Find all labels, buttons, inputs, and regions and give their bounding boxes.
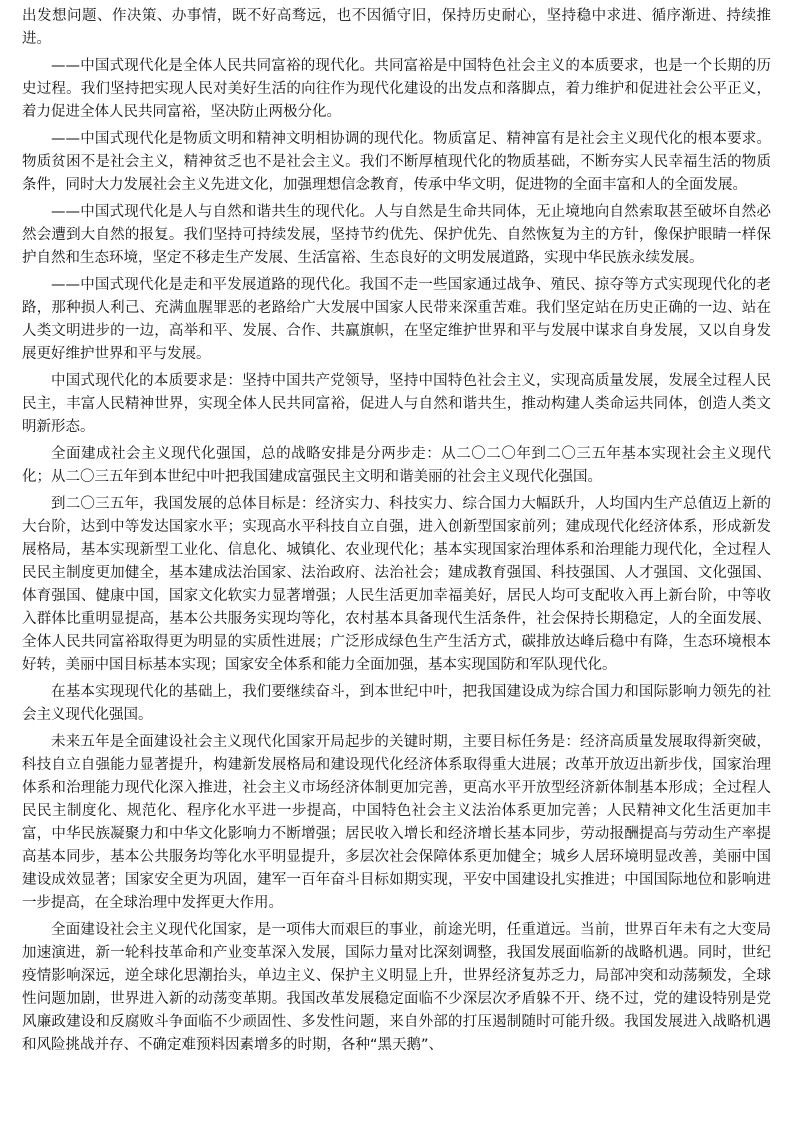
- paragraph-2035-goals: 到二〇三五年，我国发展的总体目标是：经济实力、科技实力、综合国力大幅跃升，人均国内生产总值迈上新的大台阶，达到中等发达国家水平；实现高水平科技自立自强，进入创新型国家前列；建成现代化经济体系，形成新发展格局，基本实现新型工业化、信息化、城镇化、农业现代化；基本实现国家治理体系和治理能力现代化，全过程人民民主制度更加健全，基本建成法治国家、法治政府、法治社会；建成教育强国、科技强国、人才强国、文化强国、体育强国、健康中国，国家文化软实力显著增强；人民生活更加幸福美好，居民人均可支配收入再上新台阶，中等收入群体比重明显提高，基本公共服务实现均等化，农村基本具备现代生活条件，社会保持长期稳定，人的全面发展、全体人民共同富裕取得更为明显的实质性进展；广泛形成绿色生产生活方式，碳排放达峰后稳中有降，生态环境根本好转，美丽中国目标基本实现；国家安全体系和能力全面加强，基本实现国防和军队现代化。: [22, 496, 771, 673]
- paragraph-essential-requirements: 中国式现代化的本质要求是：坚持中国共产党领导，坚持中国特色社会主义，实现高质量发展，发展全过程人民民主，丰富人民精神世界，实现全体人民共同富裕，促进人与自然和谐共生，推动构建人类命运共同体，创造人类文明新形态。: [22, 373, 771, 435]
- paragraph-material-spiritual: ——中国式现代化是物质文明和精神文明相协调的现代化。物质富足、精神富有是社会主义现代化的根本要求。物质贫困不是社会主义，精神贫乏也不是社会主义。我们不断厚植现代化的物质基础，不断夯实人民幸福生活的物质条件，同时大力发展社会主义先进文化，加强理想信念教育，传承中华文明，促进物的全面丰富和人的全面发展。: [22, 131, 771, 193]
- paragraph-harmony-with-nature: ——中国式现代化是人与自然和谐共生的现代化。人与自然是生命共同体，无止境地向自然索取甚至破坏自然必然会遭到大自然的报复。我们坚持可持续发展，坚持节约优先、保护优先、自然恢复为主的方针，像保护眼睛一样保护自然和生态环境，坚定不移走生产发展、生活富裕、生态良好的文明发展道路，实现中华民族永续发展。: [22, 204, 771, 266]
- paragraph-challenges: 全面建设社会主义现代化国家，是一项伟大而艰巨的事业，前途光明，任重道远。当前，世界百年未有之大变局加速演进，新一轮科技革命和产业变革深入发展，国际力量对比深刻调整，我国发展面临新的战略机遇。同时，世纪疫情影响深远，逆全球化思潮抬头，单边主义、保护主义明显上升，世界经济复苏乏力，局部冲突和动荡频发，全球性问题加剧，世界进入新的动荡变革期。我国改革发展稳定面临不少深层次矛盾躲不开、绕不过，党的建设特别是党风廉政建设和反腐败斗争面临不少顽固性、多发性问题，来自外部的打压遏制随时可能升级。我国发展进入战略机遇和风险挑战并存、不确定难预料因素增多的时期，各种“黑天鹅”、: [22, 922, 771, 1053]
- paragraph-peaceful-development: ——中国式现代化是走和平发展道路的现代化。我国不走一些国家通过战争、殖民、掠夺等方式实现现代化的老路，那种损人利己、充满血腥罪恶的老路给广大发展中国家人民带来深重苦难。我们坚定站在历史正确的一边、站在人类文明进步的一边，高举和平、发展、合作、共赢旗帜，在坚定维护世界和平与发展中谋求自身发展，又以自身发展更好维护世界和平与发展。: [22, 277, 771, 362]
- paragraph-next-five-years: 未来五年是全面建设社会主义现代化国家开局起步的关键时期，主要目标任务是：经济高质量发展取得新突破，科技自立自强能力显著提升，构建新发展格局和建设现代化经济体系取得重大进展；改革开放迈出新步伐，国家治理体系和治理能力现代化深入推进，社会主义市场经济体制更加完善，更高水平开放型经济新体制基本形成；全过程人民民主制度化、规范化、程序化水平进一步提高，中国特色社会主义法治体系更加完善；人民精神文化生活更加丰富，中华民族凝聚力和中华文化影响力不断增强；居民收入增长和经济增长基本同步，劳动报酬提高与劳动生产率提高基本同步，基本公共服务均等化水平明显提升，多层次社会保障体系更加健全；城乡人居环境明显改善，美丽中国建设成效显著；国家安全更为巩固，建军一百年奋斗目标如期实现，平安中国建设扎实推进；中国国际地位和影响进一步提高，在全球治理中发挥更大作用。: [22, 734, 771, 911]
- paragraph-continued-text: 出发想问题、作决策、办事情，既不好高骛远，也不因循守旧，保持历史耐心，坚持稳中求进、循序渐进、持续推进。: [22, 8, 771, 47]
- paragraph-mid-century-goal: 在基本实现现代化的基础上，我们要继续奋斗，到本世纪中叶，把我国建设成为综合国力和国际影响力领先的社会主义现代化强国。: [22, 684, 771, 723]
- paragraph-common-prosperity: ——中国式现代化是全体人民共同富裕的现代化。共同富裕是中国特色社会主义的本质要求，也是一个长期的历史过程。我们坚持把实现人民对美好生活的向往作为现代化建设的出发点和落脚点，着力维护和促进社会公平正义，着力促进全体人民共同富裕，坚决防止两极分化。: [22, 58, 771, 120]
- paragraph-two-step-strategy: 全面建成社会主义现代化强国，总的战略安排是分两步走：从二〇二〇年到二〇三五年基本实现社会主义现代化；从二〇三五年到本世纪中叶把我国建成富强民主文明和谐美丽的社会主义现代化强国。: [22, 446, 771, 485]
